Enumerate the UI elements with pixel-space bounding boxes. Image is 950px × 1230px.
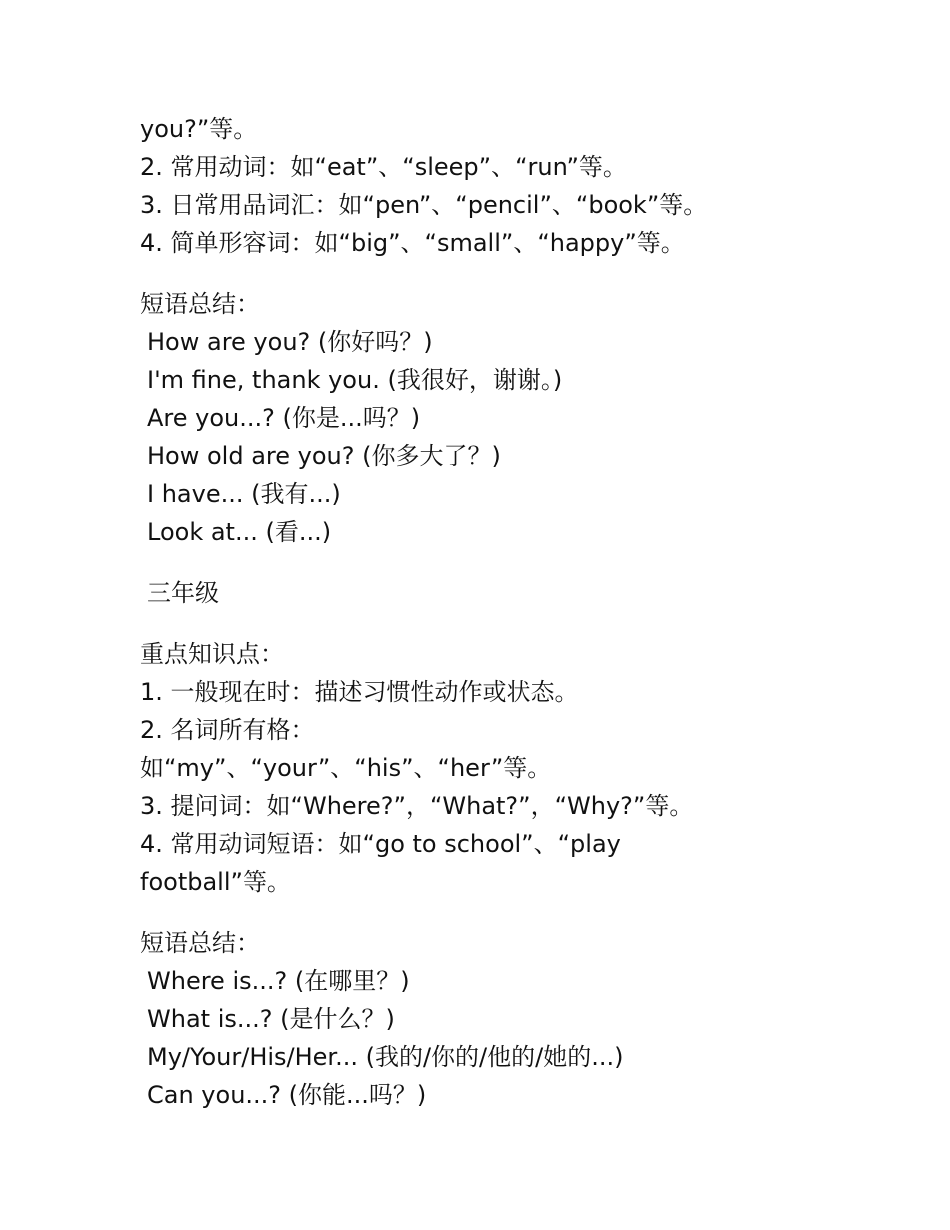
vocabulary-list <box>140 110 820 262</box>
key-points-title: 重点知识点： <box>140 640 284 668</box>
phrase-item: Are you...? (你是...吗？) <box>147 404 421 432</box>
phrase-item: What is...? (是什么？) <box>147 1005 395 1033</box>
key-points-section <box>140 635 820 901</box>
vocab-line: you?”等。 <box>140 115 258 143</box>
phrase-item: Look at... (看...) <box>147 518 332 546</box>
phrase-summary-b <box>140 924 820 1114</box>
paragraph-gap <box>140 262 820 285</box>
phrase-item: My/Your/His/Her... (我的/你的/他的/她的...) <box>147 1043 624 1071</box>
phrase-item: How are you? (你好吗？) <box>147 328 433 356</box>
key-point-line: 3. 提问词：如“Where?”，“What?”，“Why?”等。 <box>140 792 694 820</box>
key-point-line: 1. 一般现在时：描述习惯性动作或状态。 <box>140 678 579 706</box>
phrase-item: Can you...? (你能...吗？) <box>147 1081 427 1109</box>
phrase-summary-title: 短语总结： <box>140 290 260 318</box>
phrase-summary-a <box>140 285 820 551</box>
vocab-line: 3. 日常用品词汇：如“pen”、“pencil”、“book”等。 <box>140 191 708 219</box>
paragraph-gap <box>140 551 820 574</box>
grade-heading: 三年级 <box>147 579 219 607</box>
phrase-item: I have... (我有...) <box>147 480 341 508</box>
key-point-line: football”等。 <box>140 868 291 896</box>
phrase-summary-title: 短语总结： <box>140 929 260 957</box>
phrase-item: How old are you? (你多大了？) <box>147 442 501 470</box>
paragraph-gap <box>140 901 820 924</box>
key-point-line: 4. 常用动词短语：如“go to school”、“play <box>140 830 621 858</box>
phrase-item: I'm fine, thank you. (我很好，谢谢。) <box>147 366 563 394</box>
key-point-line: 如“my”、“your”、“his”、“her”等。 <box>140 754 552 782</box>
key-point-line: 2. 名词所有格： <box>140 716 315 744</box>
vocab-line: 2. 常用动词：如“eat”、“sleep”、“run”等。 <box>140 153 627 181</box>
paragraph-gap <box>140 612 820 635</box>
phrase-item: Where is...? (在哪里？) <box>147 967 410 995</box>
document-page <box>140 110 820 1114</box>
vocab-line: 4. 简单形容词：如“big”、“small”、“happy”等。 <box>140 229 685 257</box>
